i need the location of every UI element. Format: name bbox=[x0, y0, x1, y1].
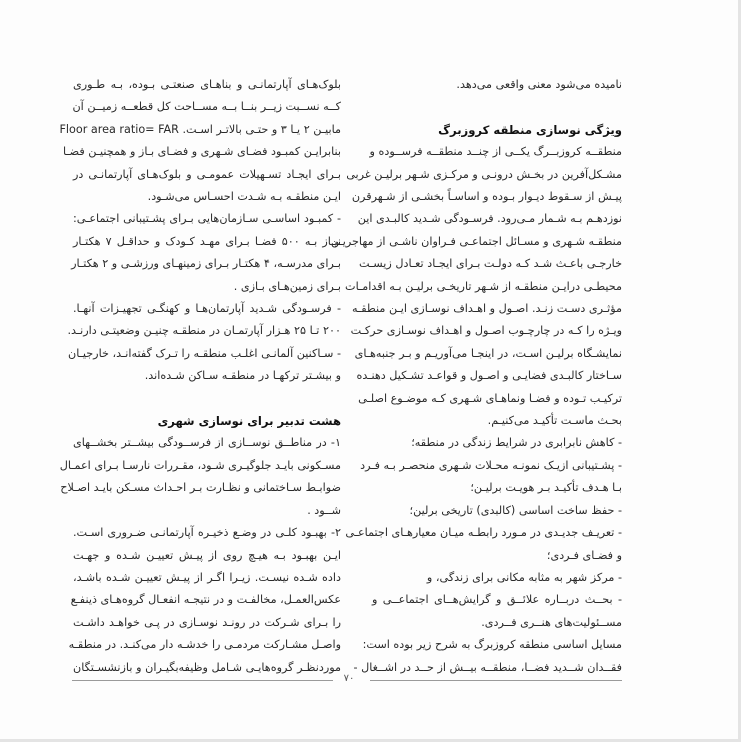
list-item: داده شـده نیسـت. زیـرا اگـر از پیـش تعییـن شـده باشـد، bbox=[73, 570, 341, 584]
page-number: ۷۰ bbox=[343, 673, 355, 684]
paragraph-line: بـرای ایجـاد تسـهیلات عمومـی و بلوک‌هـای آپارتمانـی در bbox=[73, 167, 341, 181]
list-item: ایـن بهبـود بـه هیـچ روی از پیـش تعییـن شـده و جهـت bbox=[73, 548, 341, 562]
spacer bbox=[73, 388, 341, 410]
list-item: مسـکونی بایـد جلوگیـری شـود، مقـررات نارسـا بـرای اعمـال bbox=[59, 458, 341, 472]
paragraph-line: سـاختار کالبـدی فضایـی و اصـول و قواعـد تشـکیل دهنـده bbox=[356, 369, 622, 383]
list-item: را بـرای شـرکت در رونـد نوسـازی در پـی خواهـد داشـت bbox=[73, 615, 341, 629]
list-item: مســئولیت‌های هنــری فــردی. bbox=[481, 615, 622, 629]
paragraph-line: پیـش از سـقوط دیـوار بـوده و اساسـاً بخشـی از شـهرقرن bbox=[351, 190, 622, 204]
list-item: ضوابـط سـاختمانی و نظـارت بـر احـداث مسـکن بایـد اصـلاح bbox=[60, 481, 341, 495]
paragraph-line-far bbox=[59, 119, 341, 141]
footer-rule-left bbox=[72, 680, 333, 681]
paragraph-line: ایـن منطقـه بـه شـدت احسـاس می‌شـود. bbox=[147, 190, 341, 204]
paragraph-line: بحـث ماسـت تأکیـد می‌کنیـم. bbox=[487, 414, 622, 428]
list-item: - حفظ ساخت اساسی (کالبدی) تاریخی برلین؛ bbox=[409, 503, 622, 517]
section-heading-eight-measures: هشت تدبیر برای نوسازی شهری bbox=[157, 414, 341, 429]
list-item: ۲۰۰ تـا ۲۵ هـزار آپارتمـان در منطقـه چنیـن وضعیتـی دارنـد. bbox=[67, 324, 341, 338]
paragraph-line: نوزدهـم بـه شـمار مـی‌رود. فرسـودگی شـدید کالبـدی این bbox=[357, 212, 622, 226]
far-label: Floor area ratio= FAR bbox=[59, 122, 179, 136]
list-item: - فرسـودگی شـدید آپارتمان‌هـا و کهنگـی تجهیـزات آنهـا. bbox=[73, 302, 341, 316]
list-item: ۲- بهبـود کلـی در وضـع ذخیـره آپارتمانـی ضـروری اسـت. bbox=[73, 526, 341, 540]
list-item: - بحــث دربــاره علائــق و گرایش‌هــای اجتماعــی و bbox=[372, 593, 622, 607]
footer-rule-right bbox=[370, 680, 622, 681]
list-item: بـرای زمین‌هـای بـازی . bbox=[233, 279, 341, 293]
list-item: ۱- در مناطــق نوســازی از فرســودگی بیشــتر بخشــهای bbox=[73, 436, 341, 450]
list-item: بـا هـدف تأکیـد بـر هویـت برلیـن؛ bbox=[470, 481, 622, 495]
paragraph-line: ترکیـب تـوده و فضـا ونماهـای شـهری کـه موضـوع اصلـی bbox=[358, 391, 622, 405]
list-item: - پشـتیبانی ازیـک نمونـه محـلات شـهری منحصـر بـه فـرد bbox=[360, 458, 622, 472]
paragraph-line: بلوک‌هـای آپارتمانـی و بناهـای صنعتـی بـوده، بـه طـوری bbox=[73, 78, 341, 91]
list-item: واصـل مشـارکت مردمـی را خدشـه دار می‌کنـد. در منطقـه bbox=[68, 638, 341, 652]
list-item: بـرای مدرسـه، ۴ هکتـار بـرای زمینهـای ورزشـی و ۲ هکتـار bbox=[71, 257, 341, 271]
spacer bbox=[372, 96, 622, 118]
list-item: و فضـای فـردی؛ bbox=[546, 548, 622, 562]
intro-line: نامیده می‌شود معنی واقعی می‌دهد. bbox=[456, 78, 622, 91]
paragraph-line: نمایشـگاه برلیـن اسـت، در اینجـا می‌آوریـم و بـر جنبه‌هـای bbox=[354, 346, 622, 360]
list-item: - سـاکنین آلمانـی اغلـب منطقـه را تـرک گفته‌انـد، خارجیـان bbox=[67, 346, 341, 360]
paragraph-line: محیطـی درایـن منطقـه از شـهر تاریخـی برلیـن بـه اقدامـات bbox=[345, 279, 622, 293]
list-item: - تعریـف جدیـدی در مـورد رابطـه میـان معیارهـای اجتماعـی bbox=[345, 526, 622, 540]
paragraph-line: فقــدان شــدید فضــا، منطقــه بیــش از حــد در اشــغال - bbox=[353, 660, 622, 674]
paragraph-line: مؤثـری دسـت زنـد. اصـول و اهـداف نوسـازی ایـن منطقـه bbox=[351, 302, 622, 316]
paragraph-line: مسایل اساسی منطقه کروزبرگ به شرح زیر بوده است: bbox=[362, 638, 622, 652]
list-item: عکس‌العمـل، مخالفـت و در نتیجـه انفعـال گروه‌هـای ذینفـع bbox=[70, 593, 341, 607]
left-column bbox=[59, 74, 341, 679]
list-item: موردنظـر گروه‌هایـی شـامل وظیفه‌بگیـران و بازنشسـتگان bbox=[73, 660, 341, 674]
paragraph-line: منطقــه کروزبــرگ یکــی از چنــد منطقــه فرســوده و bbox=[369, 145, 622, 159]
list-item: - کاهش نابرابری در شرایط زندگی در منطقه؛ bbox=[411, 436, 622, 450]
list-item: شــود . bbox=[307, 503, 341, 517]
list-item: - کمبـود اساسـی سـازمان‌هایی بـرای پشـتیبانی اجتماعـی: bbox=[73, 212, 341, 226]
paragraph-line: بنابرایـن کمبـود فضـای شـهری و فضـای بـاز و همچنیـن فضـا bbox=[62, 145, 341, 159]
list-item: - مرکز شهر به مثابه مکانی برای زندگی، و bbox=[426, 570, 622, 584]
paragraph-line: کــه نســبت زیــر بنــا بــه مســاحت کل قطعــه زمیــن آن bbox=[72, 100, 341, 114]
paragraph-line: ویـژه را کـه در چارچـوب اصـول و اهـداف نوسـازی حرکـت bbox=[350, 324, 622, 338]
paragraph-line: خارجـی باعـث شـد کـه دولـت بـرای ایجـاد تعـادل زیسـت bbox=[359, 257, 622, 271]
list-item: و بیشـتر ترکهـا در منطقـه سـاکن شـده‌اند. bbox=[144, 369, 341, 383]
paragraph-line: منطقـه شـهری و مسـائل اجتماعـی فـراوان ناشـی از مهاجریـن bbox=[330, 234, 622, 248]
far-text: مابیـن ۲ یـا ۳ و حتـی بالاتـر اسـت. bbox=[182, 122, 341, 136]
paragraph-line: مشـکل‌آفرین در بخـش درونـی و مرکـزی شـهر برلیـن غربی bbox=[346, 167, 622, 181]
list-item: نیـاز بـه ۵۰۰ فضـا بـرای مهـد کـودک و حداقـل ۷ هکتـار bbox=[73, 234, 341, 248]
section-heading-kreuzberg: ویژگی نوسازی منطقه کروزبرگ bbox=[438, 122, 622, 137]
